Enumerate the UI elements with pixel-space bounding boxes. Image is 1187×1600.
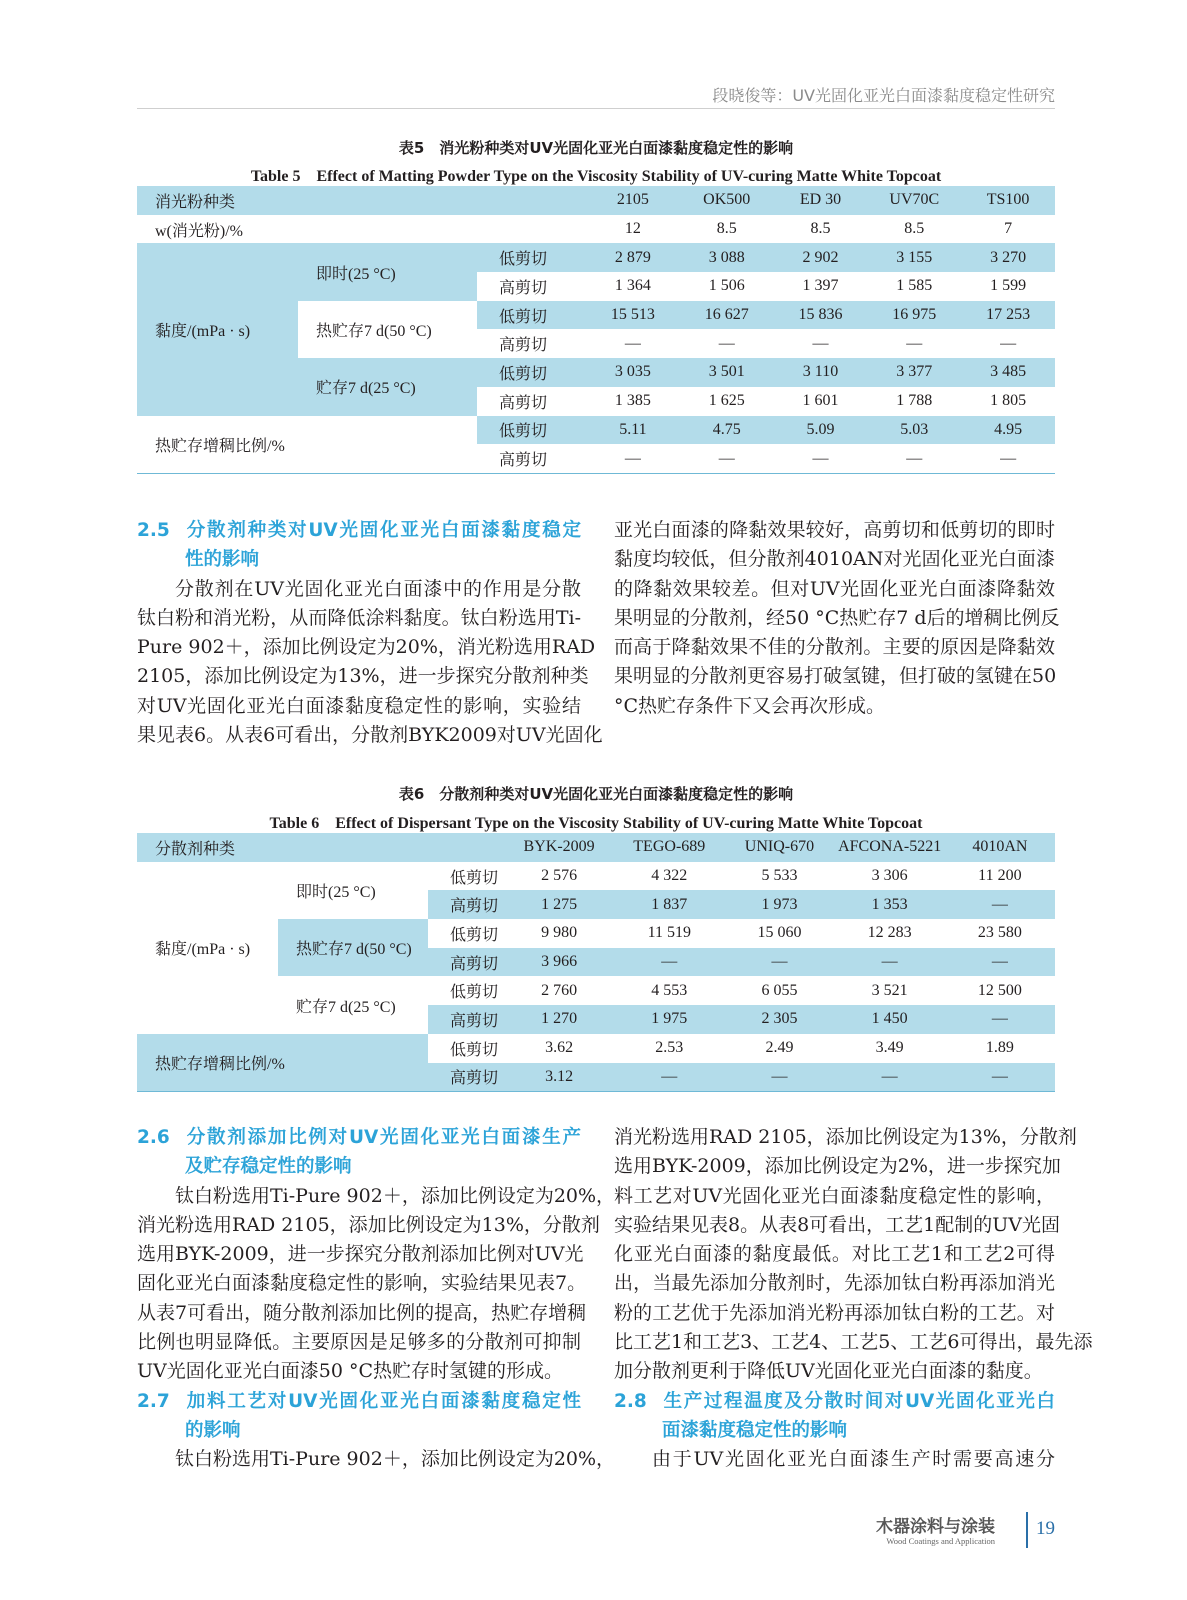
- table-header-row: [137, 186, 1055, 215]
- body-text-line: 钛白粉选用Ti-Pure 902＋，添加比例设定为20%，: [175, 1184, 616, 1207]
- condition-label: 热贮存7 d(50 °C): [316, 322, 432, 340]
- section-heading: 性的影响: [185, 549, 260, 571]
- column-header: 2105: [586, 186, 680, 215]
- table-row: [137, 1034, 1055, 1063]
- table-value-cell: 3 521: [871, 981, 908, 999]
- table-value-cell: 1 973: [724, 890, 834, 919]
- table-value-cell: 17 253: [961, 301, 1055, 330]
- table-value-cell: 12: [624, 220, 641, 238]
- table-value-cell: 1 275: [504, 890, 614, 919]
- body-text-line: 钛白粉选用Ti-Pure 902＋，添加比例设定为20%，: [175, 1448, 616, 1471]
- table-value-cell: 3 035: [586, 358, 680, 387]
- table-value-cell: 15 513: [586, 301, 680, 330]
- body-text-line: 从表7可看出，随分散剂添加比例的提高，热贮存增稠: [137, 1301, 587, 1324]
- table5-caption-cn: 表5 消光粉种类对UV光固化亚光白面漆黏度稳定性的影响: [398, 139, 794, 157]
- table-value-cell: 12 283: [867, 924, 912, 942]
- shear-label: 低剪切: [450, 1041, 499, 1059]
- table-value-cell: 4 322: [651, 867, 688, 885]
- table-value-cell: 3 155: [867, 243, 961, 272]
- section-number: 2.6: [137, 1127, 170, 1148]
- body-text-line: 实验结果见表8。从表8可看出，工艺1配制的UV光固: [614, 1213, 1061, 1236]
- body-text-line: 消光粉选用RAD 2105，添加比例设定为13%，分散剂: [614, 1126, 1077, 1148]
- table-value-cell: 1 805: [990, 392, 1027, 410]
- condition-label: 贮存7 d(25 °C): [298, 358, 477, 415]
- viscosity-label: 黏度/(mPa · s): [137, 243, 298, 415]
- table-value-cell: 5.11: [586, 416, 680, 445]
- shear-label: 低剪切: [477, 358, 586, 387]
- shear-label: 低剪切: [477, 301, 586, 330]
- table-value-cell: 8.5: [716, 220, 737, 238]
- table-row-content: [137, 215, 1055, 244]
- footer-divider: [1026, 1512, 1028, 1548]
- table-value-cell: 16 975: [867, 301, 961, 330]
- table-value-cell: 1 625: [708, 392, 745, 410]
- column-header: BYK-2009: [504, 833, 614, 862]
- section-number: 2.8: [614, 1390, 647, 1412]
- table-value-cell: —: [1000, 449, 1017, 467]
- table-value-cell: 5 533: [761, 867, 798, 885]
- table6-caption-cn: 表6 分散剂种类对UV光固化亚光白面漆黏度稳定性的影响: [398, 785, 794, 803]
- table-value-cell: 11 200: [978, 867, 1022, 885]
- column-header: 4010AN: [945, 833, 1055, 862]
- ratio-label: 热贮存增稠比例/%: [137, 1034, 428, 1092]
- table-value-cell: 11 519: [647, 924, 691, 942]
- body-text-line: 料工艺对UV光固化亚光白面漆黏度稳定性的影响，: [614, 1184, 1055, 1207]
- table-value-cell: 8.5: [810, 220, 831, 238]
- shear-label: 高剪切: [428, 948, 504, 977]
- body-text-line: 果见表6。从表6可看出，分散剂BYK2009对UV光固化: [137, 724, 603, 747]
- column-header: ED 30: [774, 186, 868, 215]
- body-text-line: 消光粉选用RAD 2105，添加比例设定为13%，分散剂: [137, 1213, 600, 1236]
- table-value-cell: 3 966: [504, 948, 614, 977]
- table-value-cell: 8.5: [904, 220, 925, 238]
- header-rule: [137, 108, 1055, 109]
- body-text-line: 的降黏效果较差。但对UV光固化亚光白面漆降黏效: [614, 577, 1055, 600]
- table-header-label: 消光粉种类: [137, 186, 586, 215]
- table-value-cell: 5.03: [867, 416, 961, 445]
- table-row: [137, 243, 1055, 272]
- table-value-cell: 1 506: [708, 277, 745, 295]
- section-title-line: 分散剂添加比例对UV光固化亚光白面漆生产: [185, 1127, 581, 1148]
- table-value-cell: 5.09: [774, 416, 868, 445]
- section-heading: [614, 1387, 1055, 1416]
- table-value-cell: 3 377: [867, 358, 961, 387]
- table-value-cell: 1 397: [802, 277, 839, 295]
- body-text-line: 比工艺1和工艺3、工艺4、工艺5、工艺6可得出，最先添: [614, 1331, 1093, 1354]
- shear-label: 高剪切: [499, 394, 548, 412]
- table-value-cell: 3 270: [961, 243, 1055, 272]
- table-value-cell: —: [945, 948, 1055, 977]
- condition-label: 即时(25 °C): [296, 883, 376, 901]
- table-value-cell: —: [835, 948, 945, 977]
- body-text-line: 比例也明显降低。主要原因是足够多的分散剂可抑制: [137, 1331, 581, 1354]
- shear-label: 高剪切: [499, 452, 548, 470]
- table-value-cell: 1 788: [896, 392, 933, 410]
- table-value-cell: —: [624, 449, 641, 467]
- section-heading: 面漆黏度稳定性的影响: [662, 1419, 848, 1441]
- table-value-cell: 3 501: [680, 358, 774, 387]
- table-value-cell: —: [1000, 334, 1017, 352]
- section-title-line: 分散剂种类对UV光固化亚光白面漆黏度稳定: [185, 520, 581, 541]
- body-text-line: UV光固化亚光白面漆50 °C热贮存时氢键的形成。: [137, 1360, 563, 1383]
- body-text-line: 出，当最先添加分散剂时，先添加钛白粉再添加消光: [614, 1272, 1055, 1295]
- section-title-line: 生产过程温度及分散时间对UV光固化亚光白: [662, 1390, 1055, 1412]
- table-value-cell: 2 760: [541, 981, 578, 999]
- table-value-cell: —: [812, 449, 829, 467]
- section-2-6-right-column: [614, 1123, 1093, 1475]
- journal-name-cn: 木器涂料与涂装: [876, 1517, 995, 1537]
- table-value-cell: —: [724, 1063, 834, 1092]
- table-value-cell: —: [724, 948, 834, 977]
- column-header: UNIQ-670: [724, 833, 834, 862]
- table-value-cell: 2 576: [541, 867, 578, 885]
- table-value-cell: 1 601: [802, 392, 839, 410]
- page-number: 19: [1036, 1518, 1055, 1539]
- column-header: AFCONA-5221: [835, 833, 945, 862]
- table-value-cell: —: [812, 334, 829, 352]
- table6-caption-en: Table 6 Effect of Dispersant Type on the Viscosity Stability of UV-curing Matte White Topcoat: [269, 815, 923, 832]
- table-value-cell: 3.12: [504, 1063, 614, 1092]
- condition-label: 贮存7 d(25 °C): [296, 998, 396, 1016]
- table-value-cell: 3 088: [680, 243, 774, 272]
- table-value-cell: 6 055: [761, 981, 798, 999]
- condition-label: 热贮存7 d(50 °C): [278, 919, 428, 976]
- table-value-cell: 1 585: [896, 277, 933, 295]
- body-text-line: 固化亚光白面漆黏度稳定性的影响，实验结果见表7。: [137, 1272, 587, 1295]
- shear-label: 低剪切: [450, 869, 499, 887]
- table-value-cell: 1 975: [614, 1005, 724, 1034]
- shear-label: 高剪切: [499, 279, 548, 297]
- journal-name-en: Wood Coatings and Application: [886, 1536, 995, 1546]
- body-text-line: 化亚光白面漆的黏度最低。对比工艺1和工艺2可得: [614, 1243, 1055, 1266]
- table-value-cell: 3 110: [774, 358, 868, 387]
- table-row: [137, 416, 1055, 445]
- table-value-cell: 3 485: [961, 358, 1055, 387]
- body-text-line: 2105，添加比例设定为13%，进一步探究分散剂种类: [137, 665, 589, 688]
- body-text-line: 对UV光固化亚光白面漆黏度稳定性的影响，实验结: [137, 694, 581, 717]
- body-text-line: 钛白粉和消光粉，从而降低涂料黏度。钛白粉选用Ti-: [137, 606, 581, 629]
- row-label: w(消光粉)/%: [155, 222, 243, 240]
- column-header: UV70C: [867, 186, 961, 215]
- table-value-cell: 7: [1004, 220, 1013, 238]
- table-header-label: 分散剂种类: [137, 833, 504, 862]
- section-2-6-left-column: [137, 1123, 616, 1475]
- body-text-line: 选用BYK-2009，添加比例设定为2%，进一步探究加: [614, 1155, 1061, 1178]
- table-value-cell: 12 500: [977, 981, 1022, 999]
- body-text-line: 粉的工艺优于先添加消光粉再添加钛白粉的工艺。对: [614, 1301, 1055, 1324]
- table-value-cell: 1 270: [504, 1005, 614, 1034]
- table-value-cell: —: [906, 449, 923, 467]
- body-text-line: 加分散剂更利于降低UV光固化亚光白面漆的黏度。: [614, 1360, 1043, 1383]
- table-value-cell: 15 060: [757, 924, 802, 942]
- table-value-cell: —: [945, 890, 1055, 919]
- table-value-cell: 23 580: [977, 924, 1022, 942]
- table-value-cell: 1 837: [614, 890, 724, 919]
- table-row: [137, 862, 1055, 891]
- table-value-cell: —: [906, 334, 923, 352]
- section-heading: [137, 516, 581, 545]
- condition-label: 即时(25 °C): [298, 243, 477, 300]
- shear-label: 低剪切: [450, 984, 499, 1002]
- table-value-cell: 1.89: [985, 1039, 1014, 1057]
- column-header: TS100: [961, 186, 1055, 215]
- section-2-5-left-column: [137, 516, 603, 750]
- shear-label: 高剪切: [428, 890, 504, 919]
- table-value-cell: 2.49: [765, 1039, 794, 1057]
- shear-label: 高剪切: [499, 337, 548, 355]
- body-text-line: 分散剂在UV光固化亚光白面漆中的作用是分散: [175, 577, 581, 600]
- table-value-cell: 3.49: [875, 1039, 904, 1057]
- body-text-line: Pure 902＋，添加比例设定为20%，消光粉选用RAD: [137, 636, 596, 659]
- table-value-cell: 9 980: [541, 924, 578, 942]
- table-value-cell: 1 385: [614, 392, 651, 410]
- body-text-line: 而高于降黏效果不佳的分散剂。主要的原因是降黏效: [614, 636, 1055, 659]
- section-title-line: 加料工艺对UV光固化亚光白面漆黏度稳定性: [185, 1390, 581, 1412]
- column-header: OK500: [680, 186, 774, 215]
- body-text-line: 由于UV光固化亚光白面漆生产时需要高速分: [652, 1448, 1055, 1471]
- table-header-row: [137, 833, 1055, 862]
- ratio-label: 热贮存增稠比例/%: [155, 437, 285, 455]
- section-2-5-right-column: [614, 516, 1060, 721]
- table-value-cell: 2 879: [586, 243, 680, 272]
- table-value-cell: 15 836: [774, 301, 868, 330]
- table-value-cell: 3.62: [545, 1039, 574, 1057]
- body-text-line: 黏度均较低，但分散剂4010AN对光固化亚光白面漆: [614, 548, 1055, 571]
- body-text-line: °C热贮存条件下又会再次形成。: [614, 694, 886, 717]
- table5: [137, 186, 1055, 474]
- table-value-cell: 16 627: [680, 301, 774, 330]
- shear-label: 低剪切: [477, 416, 586, 445]
- body-text-line: 选用BYK-2009，进一步探究分散剂添加比例对UV光: [137, 1243, 584, 1266]
- table-value-cell: 1 450: [835, 1005, 945, 1034]
- table-value-cell: —: [835, 1063, 945, 1092]
- body-text-line: 果明显的分散剂更容易打破氢键，但打破的氢键在50: [614, 665, 1057, 688]
- table-value-cell: —: [945, 1005, 1055, 1034]
- table-value-cell: —: [624, 334, 641, 352]
- table-value-cell: —: [718, 449, 735, 467]
- shear-label: 高剪切: [428, 1005, 504, 1034]
- table-value-cell: 1 364: [614, 277, 651, 295]
- running-header: 段晓俊等：UV光固化亚光白面漆黏度稳定性研究: [712, 86, 1055, 105]
- table-value-cell: 2.53: [655, 1039, 684, 1057]
- shear-label: 低剪切: [477, 243, 586, 272]
- section-heading: [137, 1123, 581, 1152]
- viscosity-label: 黏度/(mPa · s): [155, 941, 251, 959]
- section-number: 2.5: [137, 520, 170, 541]
- table-value-cell: 4 553: [651, 981, 688, 999]
- table-value-cell: —: [614, 1063, 724, 1092]
- table-value-cell: 3 306: [871, 867, 908, 885]
- table5-caption-en: Table 5 Effect of Matting Powder Type on the Viscosity Stability of UV-curing Matte White Topcoat: [250, 168, 942, 185]
- table-value-cell: —: [614, 948, 724, 977]
- shear-label: 高剪切: [428, 1063, 504, 1092]
- section-heading: 及贮存稳定性的影响: [185, 1156, 352, 1178]
- table-value-cell: 2 902: [774, 243, 868, 272]
- shear-label: 低剪切: [450, 926, 499, 944]
- column-header: TEGO-689: [614, 833, 724, 862]
- section-heading: [137, 1387, 581, 1416]
- section-number: 2.7: [137, 1390, 170, 1412]
- table-value-cell: 1 599: [990, 277, 1027, 295]
- body-text-line: 亚光白面漆的降黏效果较好，高剪切和低剪切的即时: [614, 519, 1055, 541]
- section-heading: 的影响: [185, 1419, 241, 1441]
- table-value-cell: 1 353: [835, 890, 945, 919]
- table6: [137, 833, 1055, 1092]
- table-value-cell: 4.95: [961, 416, 1055, 445]
- table-value-cell: —: [718, 334, 735, 352]
- body-text-line: 果明显的分散剂，经50 °C热贮存7 d后的增稠比例反: [614, 606, 1060, 629]
- table-value-cell: —: [945, 1063, 1055, 1092]
- table-value-cell: 4.75: [680, 416, 774, 445]
- table-value-cell: 2 305: [724, 1005, 834, 1034]
